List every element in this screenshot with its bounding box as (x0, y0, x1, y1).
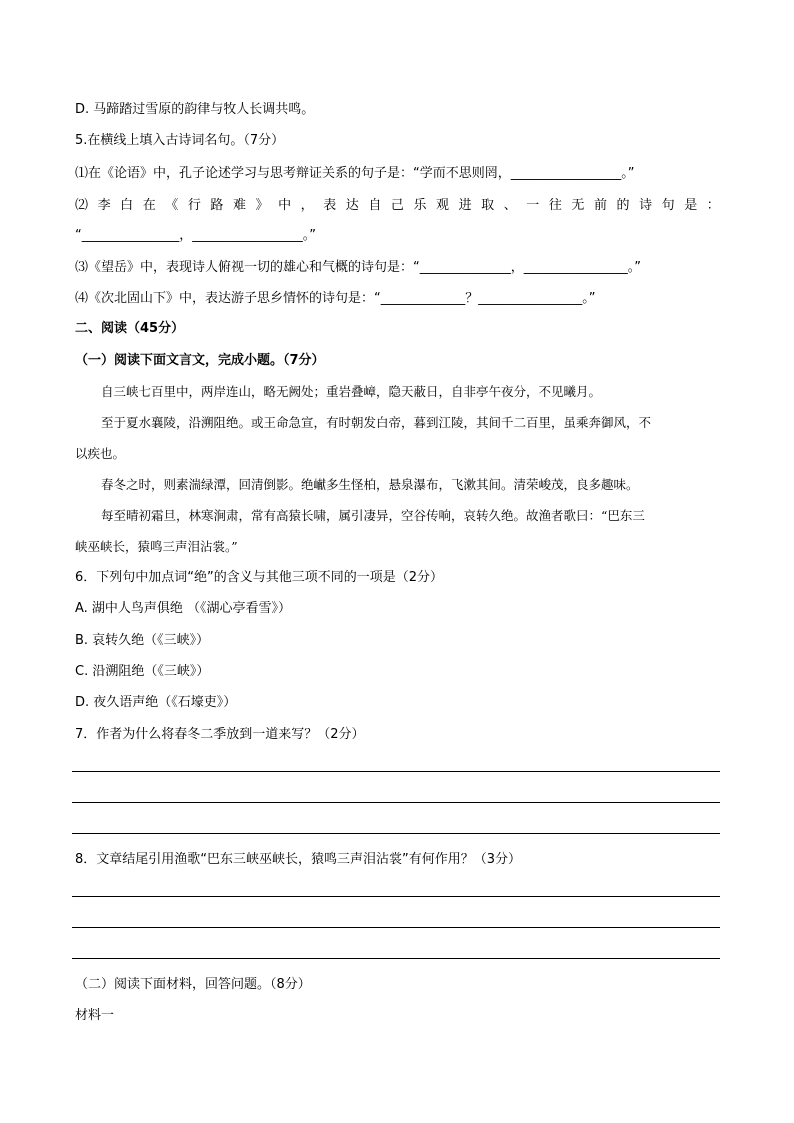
question-5-2-char: 《 (165, 198, 179, 213)
question-5-2-char: 的 (616, 198, 630, 213)
answer-line[interactable] (72, 833, 720, 834)
section-2-part-1-heading: （一）阅读下面文言文，完成小题。（7分） (75, 353, 325, 368)
question-5-2-char: ： (706, 198, 720, 213)
question-5-2-char: ， (300, 198, 314, 213)
passage-paragraph-4: 每至晴初霜旦，林寒涧肃，常有高猿长啸，属引凄异，空谷传响，哀转久绝。故渔者歌曰：“巴东三 (101, 508, 645, 523)
question-5-2-char: 表 (323, 198, 337, 213)
passage-paragraph-2: 至于夏水襄陵，沿溯阻绝。或王命急宣，有时朝发白帝，暮到江陵，其间千二百里，虽乘奔御风，不 (101, 415, 652, 430)
question-7: 7．作者为什么将春冬二季放到一道来写？（2分） (75, 727, 365, 742)
question-5-2-char: 、 (503, 198, 517, 213)
question-5-2-char: 无 (571, 198, 585, 213)
question-5-2-char: 乐 (413, 198, 427, 213)
question-5-2-char: 中 (278, 198, 292, 213)
question-5-2-char: 进 (458, 198, 472, 213)
q6-option-c: C. 沿溯阻绝（《三峡》） (75, 664, 210, 679)
section-2-part-2-heading: （二）阅读下面材料，回答问题。（8分） (75, 977, 311, 992)
q4-option-d: D. 马蹄踏过雪原的韵律与牧人长调共鸣。 (75, 102, 315, 117)
passage-paragraph-1: 自三峡七百里中，两岸连山，略无阙处；重岩叠嶂，隐天蔽日，自非亭午夜分，不见曦月。 (101, 384, 602, 399)
question-5-2-char: 》 (255, 198, 269, 213)
passage-paragraph-3: 春冬之时，则素湍绿潭，回清倒影。绝𪩘多生怪柏，悬泉瀑布，飞漱其间。清荣峻茂，良多趣味。 (101, 477, 639, 492)
question-5-2-char: 李 (97, 198, 111, 213)
question-5-2-char: ⑵ (75, 198, 89, 213)
question-5-2-char: 句 (661, 198, 675, 213)
material-1-label: 材料一 (75, 1008, 115, 1023)
question-5-2-char: 观 (436, 198, 450, 213)
question-5: 5.在横线上填入古诗词名句。（7分） (75, 133, 285, 148)
passage-paragraph-2-cont: 以疾也。 (75, 446, 126, 461)
question-5-2-line-1 (75, 197, 720, 215)
question-8: 8．文章结尾引用渔歌“巴东三峡巫峡长，猿鸣三声泪沾裳”有何作用？（3分） (75, 852, 522, 867)
question-5-2-char: 达 (345, 198, 359, 213)
question-5-2-char: 己 (390, 198, 404, 213)
answer-line[interactable] (72, 802, 720, 803)
question-5-2-char: 取 (481, 198, 495, 213)
question-5-2-char: 自 (368, 198, 382, 213)
answer-line[interactable] (72, 927, 720, 928)
question-5-2-char: 往 (548, 198, 562, 213)
question-5-2-char: 路 (210, 198, 224, 213)
question-5-2-char: 前 (593, 198, 607, 213)
q6-option-d: D. 夜久语声绝（《石壕吏》） (75, 695, 237, 710)
answer-line[interactable] (72, 896, 720, 897)
question-6: 6．下列句中加点词“绝”的含义与其他三项不同的一项是（2分） (75, 570, 444, 585)
question-5-3: ⑶《望岳》中，表现诗人俯视一切的雄心和气概的诗句是：“______________，________________。” (75, 260, 641, 275)
question-5-2-char: 诗 (639, 198, 653, 213)
question-5-4: ⑷《次北固山下》中，表达游子思乡情怀的诗句是：“_____________？________________。” (75, 291, 596, 306)
answer-line[interactable] (72, 958, 720, 959)
question-5-1: ⑴在《论语》中，孔子论述学习与思考辩证关系的句子是：“学而不思则罔，_________________。” (75, 166, 635, 181)
question-5-2-line-2: “_______________，_________________。” (75, 228, 316, 243)
question-5-2-char: 一 (526, 198, 540, 213)
answer-line[interactable] (72, 771, 720, 772)
question-5-2-char: 行 (187, 198, 201, 213)
question-5-2-char: 难 (232, 198, 246, 213)
question-5-2-char: 是 (684, 198, 698, 213)
question-5-2-char: 在 (142, 198, 156, 213)
question-5-2-char: 白 (120, 198, 134, 213)
section-2-heading: 二、阅读（45分） (75, 321, 185, 336)
q6-option-b: B. 哀转久绝（《三峡》） (75, 633, 210, 648)
passage-paragraph-4-cont: 峡巫峡长，猿鸣三声泪沾裳。” (75, 539, 238, 554)
q6-option-a: A. 湖中人鸟声俱绝 （《湖心亭看雪》） (75, 601, 292, 616)
